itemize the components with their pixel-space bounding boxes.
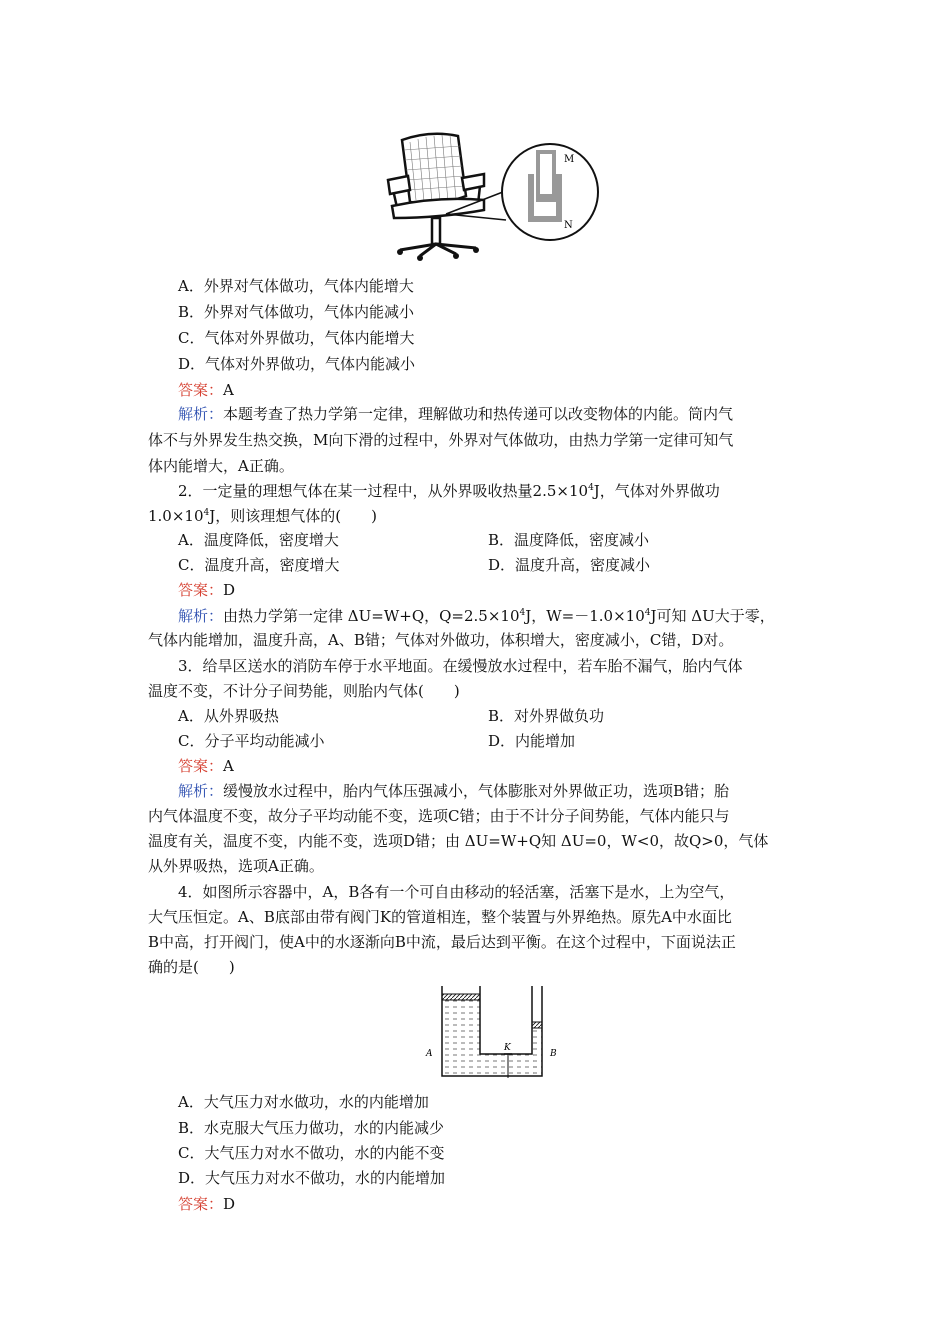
q4-option-b: B．水克服大气压力做功，水的内能减少	[178, 1119, 445, 1137]
q2-stem-2: $1.0\times 10^4J$，则该理想气体的( )	[148, 507, 377, 525]
label-n: N	[564, 220, 573, 231]
q1-option-b: B．外界对气体做功，气体内能减小	[178, 303, 415, 321]
q1-option-d: D．气体对外界做功，气体内能减小	[178, 355, 416, 373]
q2-analysis-1: 解析：由热力学第一定律 ΔU=W+Q，$Q=2.5\times 10^4J$，$W=-1.0\times 10^4J$可知 ΔU大于零，	[178, 607, 775, 625]
q3-option-c: C．分子平均动能减小	[178, 732, 325, 750]
analysis-label: 解析：	[178, 405, 224, 423]
label-b: B	[550, 1049, 557, 1059]
q2-analysis-2: 气体内能增加，温度升高，A、B错；气体对外做功，体积增大，密度减小，C错，D对。	[148, 631, 734, 649]
q3-analysis-1: 解析：缓慢放水过程中，胎内气体压强减小，气体膨胀对外界做正功，选项B错；胎	[178, 782, 730, 800]
q1-option-a: A．外界对气体做功，气体内能增大	[178, 277, 414, 295]
q3-analysis-4: 从外界吸热，选项A正确。	[148, 857, 324, 875]
q3-option-a: A．从外界吸热	[178, 707, 279, 725]
q3-analysis-3: 温度有关，温度不变，内能不变，选项D错；由 ΔU=W+Q知 ΔU=0，W<0，故Q>0，气体	[148, 832, 769, 850]
q2-option-a: A．温度降低，密度增大	[178, 531, 339, 549]
label-k: K	[504, 1043, 511, 1053]
q3-option-d: D．内能增加	[488, 732, 576, 750]
q3-stem-2: 温度不变，不计分子间势能，则胎内气体( )	[148, 682, 460, 700]
q2-stem-1: 2．一定量的理想气体在某一过程中，从外界吸收热量$2.5\times 10^4J$，气体对外界做功	[178, 482, 720, 500]
q4-stem-3: B中高，打开阀门，使A中的水逐渐向B中流，最后达到平衡。在这个过程中，下面说法正	[148, 933, 736, 951]
q2-option-c: C．温度升高，密度增大	[178, 556, 340, 574]
q1-option-c: C．气体对外界做功，气体内能增大	[178, 329, 415, 347]
q3-stem-1: 3．给旱区送水的消防车停于水平地面。在缓慢放水过程中，若车胎不漏气，胎内气体	[178, 657, 743, 675]
q1-analysis-3: 体内能增大，A正确。	[148, 457, 294, 475]
chair-figure	[380, 128, 610, 263]
label-a: A	[426, 1049, 433, 1059]
q1-analysis-2: 体不与外界发生热交换，M向下滑的过程中，外界对气体做功，由热力学第一定律可知气	[148, 431, 734, 449]
q3-option-b: B．对外界做负功	[488, 707, 605, 725]
q2-option-b: B．温度降低，密度减小	[488, 531, 650, 549]
q4-stem-4: 确的是( )	[148, 958, 235, 976]
q4-option-c: C．大气压力对水不做功，水的内能不变	[178, 1144, 445, 1162]
q4-answer: 答案：D	[178, 1195, 236, 1213]
container-figure	[420, 986, 570, 1081]
q2-option-d: D．温度升高，密度减小	[488, 556, 651, 574]
q2-answer: 答案：D	[178, 581, 236, 599]
q3-answer: 答案：A	[178, 757, 234, 775]
q1-analysis-1: 解析：本题考查了热力学第一定律，理解做功和热传递可以改变物体的内能。筒内气	[178, 405, 734, 423]
q4-option-d: D．大气压力对水不做功，水的内能增加	[178, 1169, 446, 1187]
q4-option-a: A．大气压力对水做功，水的内能增加	[178, 1093, 429, 1111]
q4-stem-2: 大气压恒定。A、B底部由带有阀门K的管道相连，整个装置与外界绝热。原先A中水面比	[148, 908, 732, 926]
q4-stem-1: 4．如图所示容器中，A，B各有一个可自由移动的轻活塞，活塞下是水，上为空气，	[178, 883, 735, 901]
q1-answer	[178, 380, 234, 400]
q3-analysis-2: 内气体温度不变，故分子平均动能不变，选项C错；由于不计分子间势能，气体内能只与	[148, 807, 730, 825]
answer-label: 答案：	[178, 381, 224, 399]
label-m: M	[564, 154, 575, 165]
answer-value: A	[223, 381, 234, 399]
